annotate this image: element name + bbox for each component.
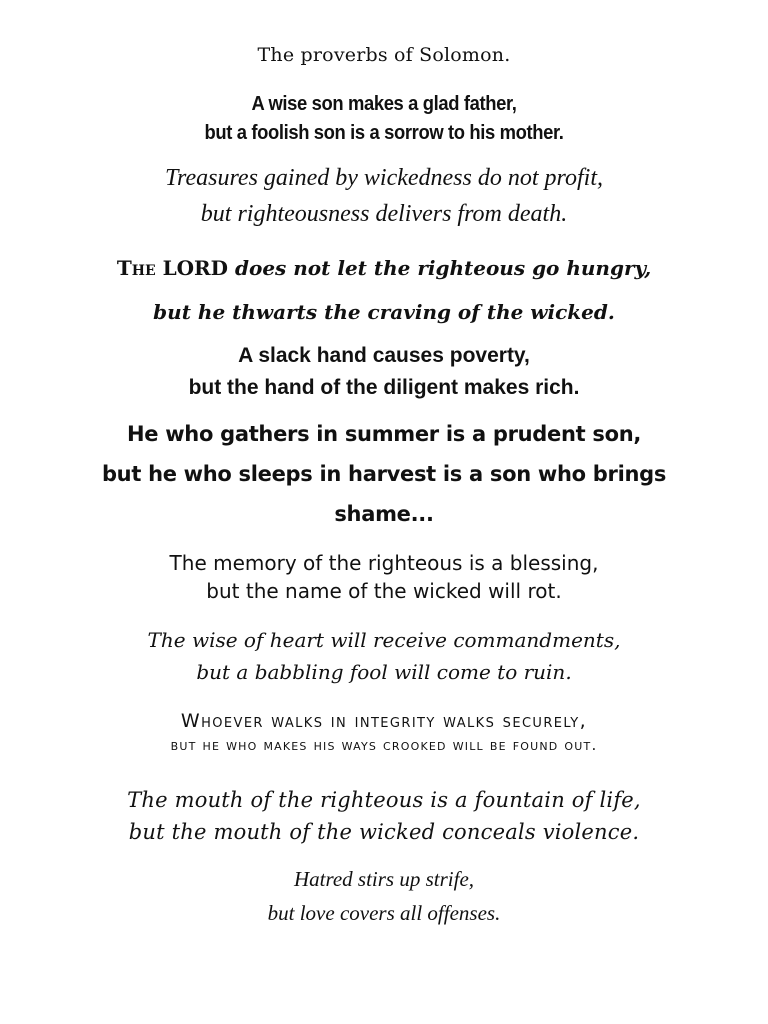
proverb-verse-10 <box>0 862 768 930</box>
verse-line: but a babbling fool will come to ruin. <box>196 660 572 684</box>
proverb-verse-8 <box>0 708 768 756</box>
proverb-verse-9 <box>0 784 768 848</box>
proverb-verse-6 <box>0 549 768 605</box>
verse-line: A slack hand causes poverty, <box>238 344 530 367</box>
verse-line: but he who makes his ways crooked will be found out. <box>170 736 598 754</box>
verse-line: but he thwarts the craving of the wicked. <box>153 300 615 324</box>
verse-line: but the hand of the diligent makes rich. <box>188 376 580 399</box>
verse-line: but love covers all offenses. <box>267 901 501 925</box>
verse-line: but righteousness delivers from death. <box>200 201 568 227</box>
proverb-verse-1 <box>0 90 768 148</box>
verse-line: but a foolish son is a sorrow to his mother. <box>204 122 564 144</box>
verse-line: The wise of heart will receive commandments, <box>147 628 621 652</box>
proverb-verse-3 <box>0 246 768 334</box>
verse-line: but he who sleeps in harvest is a son who brings <box>101 462 667 486</box>
verse-line: The mouth of the righteous is a fountain of life, <box>127 788 641 812</box>
verse-line: He who gathers in summer is a prudent son, <box>126 422 642 446</box>
verse-line: The memory of the righteous is a blessing, <box>169 551 599 575</box>
verse-line <box>0 246 768 290</box>
proverb-verse-5 <box>0 414 768 534</box>
page-title-block <box>0 40 768 70</box>
verse-line: Treasures gained by wickedness do not profit, <box>165 165 603 191</box>
proverb-verse-7 <box>0 624 768 688</box>
proverb-verse-2 <box>0 160 768 232</box>
proverb-verse-4 <box>0 340 768 404</box>
verse-line: but the name of the wicked will rot. <box>206 579 562 603</box>
lord-small-caps: The LORD <box>116 256 229 280</box>
verse-line: Whoever walks in integrity walks securely, <box>180 710 588 732</box>
verse-line: but the mouth of the wicked conceals violence. <box>128 820 640 844</box>
verse-line: A wise son makes a glad father, <box>251 93 517 115</box>
page-title: The proverbs of Solomon. <box>257 44 511 66</box>
verse-line: Hatred stirs up strife, <box>293 867 475 891</box>
verse-line: shame... <box>334 502 434 526</box>
verse-line-rest: does not let the righteous go hungry, <box>228 256 652 280</box>
